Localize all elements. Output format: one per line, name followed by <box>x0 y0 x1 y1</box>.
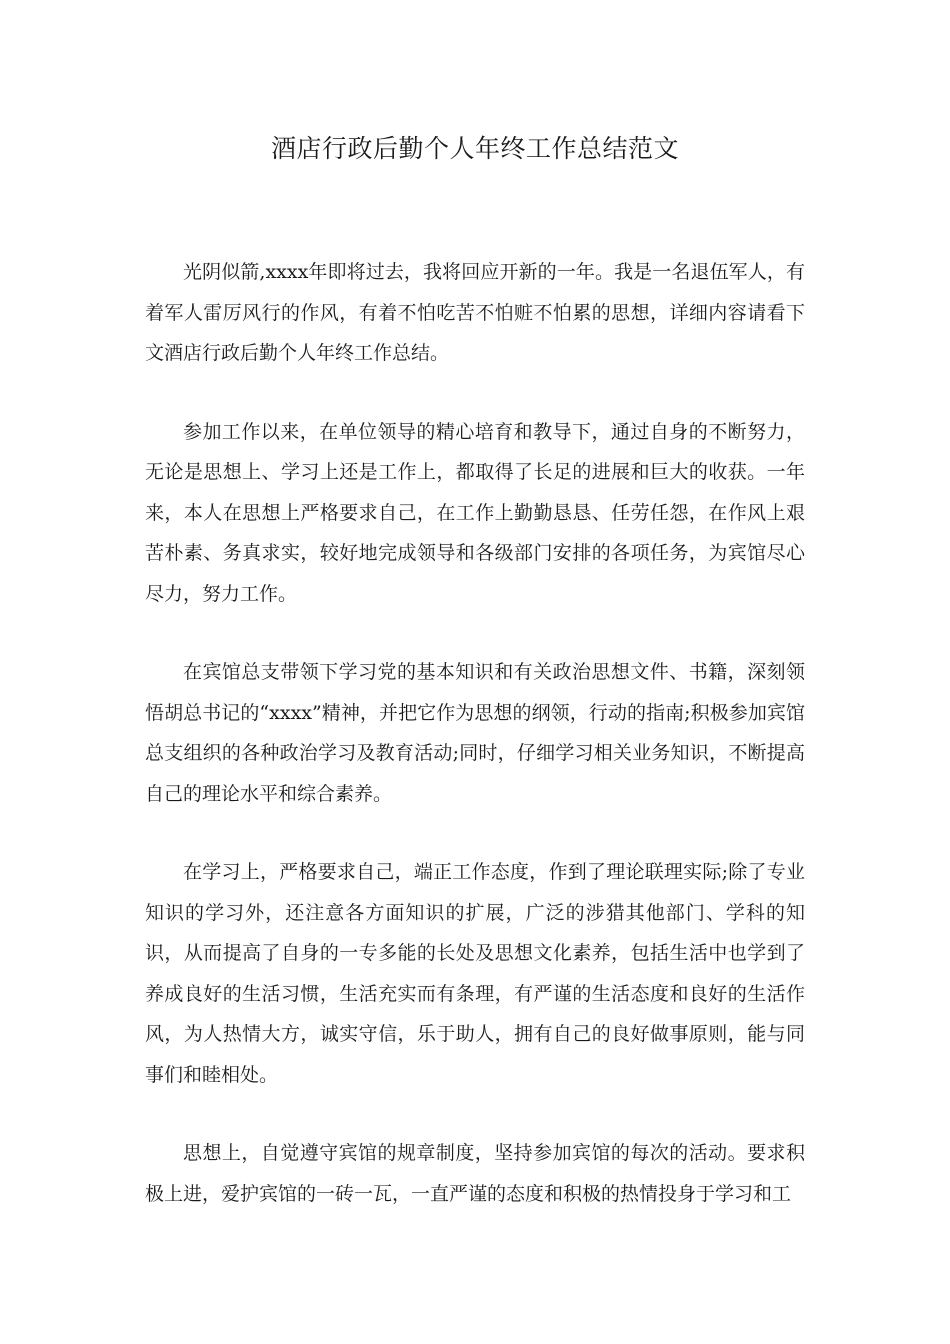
paragraph-3: 在宾馆总支带领下学习党的基本知识和有关政治思想文件、书籍，深刻领悟胡总书记的“xxxx”精神，并把它作为思想的纲领，行动的指南;积极参加宾馆总支组织的各种政治学习及教育活动;同时，仔细学习相关业务知识，不断提高自己的理论水平和综合素养。 <box>145 661 805 805</box>
paragraph-2: 参加工作以来，在单位领导的精心培育和教导下，通过自身的不断努力，无论是思想上、学习上还是工作上，都取得了长足的进展和巨大的收获。一年来，本人在思想上严格要求自己，在工作上勤勤恳恳、任劳任怨，在作风上艰苦朴素、务真求实，较好地完成领导和各级部门安排的各项任务，为宾馆尽心尽力，努力工作。 <box>145 420 805 605</box>
paragraph-5: 思想上，自觉遵守宾馆的规章制度，坚持参加宾馆的每次的活动。要求积极上进，爱护宾馆的一砖一瓦，一直严谨的态度和积极的热情投身于学习和工 <box>145 1142 805 1205</box>
paragraph-4: 在学习上，严格要求自己，端正工作态度，作到了理论联理实际;除了专业知识的学习外，还注意各方面知识的扩展，广泛的涉猎其他部门、学科的知识，从而提高了自身的一专多能的长处及思想文化素养，包括生活中也学到了养成良好的生活习惯，生活充实而有条理，有严谨的生活态度和良好的生活作风，为人热情大方，诚实守信，乐于助人，拥有自己的良好做事原则，能与同事们和睦相处。 <box>145 861 805 1086</box>
document-title: 酒店行政后勤个人年终工作总结范文 <box>270 134 679 163</box>
paragraph-1: 光阴似箭,xxxx年即将过去，我将回应开新的一年。我是一名退伍军人，有着军人雷厉风行的作风，有着不怕吃苦不怕赃不怕累的思想，详细内容请看下文酒店行政后勤个人年终工作总结。 <box>145 261 805 364</box>
document-body <box>145 252 805 1252</box>
